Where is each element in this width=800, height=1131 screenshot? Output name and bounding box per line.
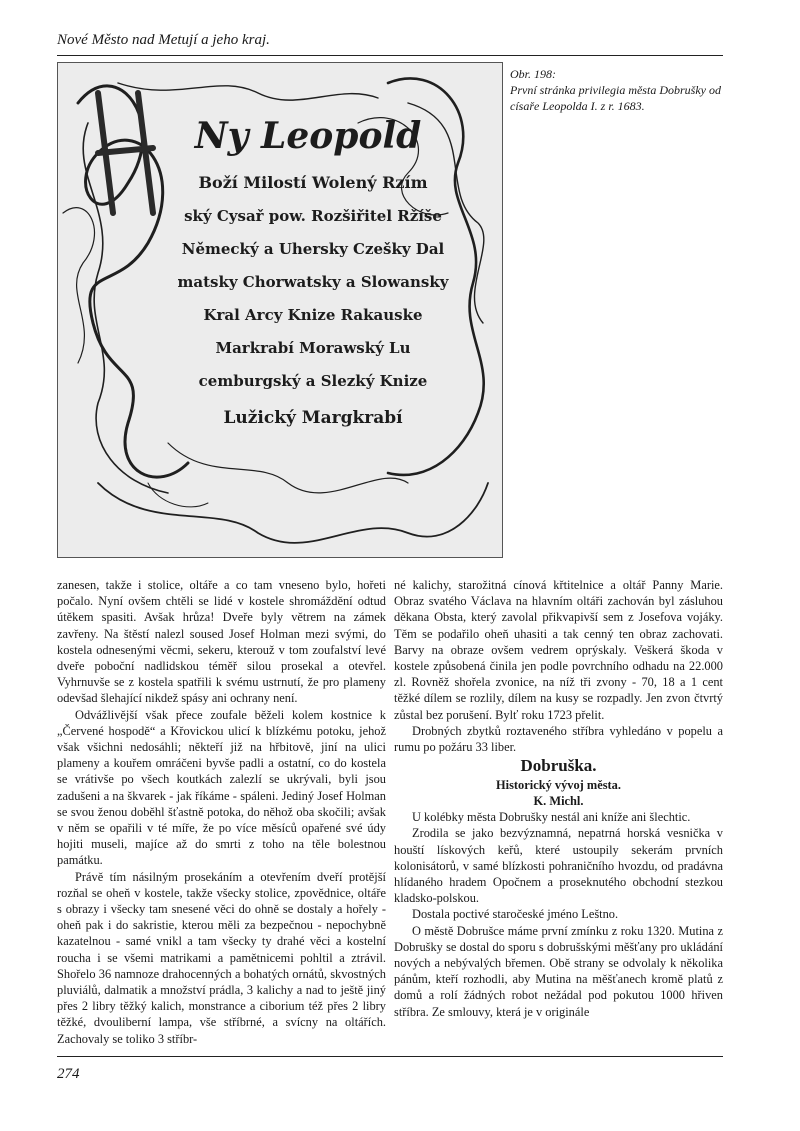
header-rule bbox=[57, 55, 723, 56]
manuscript-line-2: Boží Milostí Wolený Rzím bbox=[198, 173, 428, 192]
manuscript-illustration bbox=[58, 63, 502, 557]
section-subtitle: Historický vývoj města. bbox=[496, 778, 621, 793]
right-paragraph-1: né kalichy, starožitná cínová křtitelnice a oltář Panny Marie. Obraz svatého Václava na hlavním oltáři zachován byl zásluhou děkana Obsta, který zavolal přikvapivší sem z Josefova vojáky. Těm se podařilo oheň uhasiti a tak cenný ten obraz zachovati. Barvy na obraze ovšem vedrem oprýskaly. Veškerá škoda v kostele způsobená činila jen podle povrchního odhadu na 22.000 zl. Rovněž shořela zvonice, na níž tři zvony - 70, 18 a 1 cent těžké dílem se rozlily, dílem na kusy se rozpadly. Jen zvon čtvrtý zůstal bez porušení. Bylť roku 1723 přelit. bbox=[394, 578, 723, 722]
manuscript-figure bbox=[57, 62, 503, 558]
figure-caption-number: Obr. 198: bbox=[510, 67, 557, 81]
manuscript-line-8: cemburgský a Slezký Knize bbox=[198, 372, 428, 390]
left-paragraph-2: Odvážlivější však přece zoufale běželi kolem kostnice k „Červené hospodě“ a Křovickou ulicí k blízkému potoku, jehož však všichni nedosáhli; někteří již na hřbitově, jiní na ulici plameny a kouřem omráčeni byvše padli a ostatní, co do kostela se vrátivše po všech koutkách zalezlí se ukrývali, byli jsou zadušeni a na škvarek - jak říkáme - spáleni. Jediný Josef Holman se svou ženou doběhl šťastně potoka, do něhož oba skočili; avšak v něm se opařili v té míře, že po více měsíců opařené své údy hojiti museli, majíce až do smrti z toho na těle bolestnou památku. bbox=[57, 707, 386, 868]
section-paragraph-2: Zrodila se jako bezvýznamná, nepatrná horská vesnička v houští lískových keřů, které ustoupily sekerám prvních kolonisátorů, v samé blízkosti pohraničního hvozdu, od pradávna hlídaného hradem Opočnem a proseknutého obchodní stezkou kladsko-polskou. bbox=[394, 826, 723, 906]
manuscript-line-5: matsky Chorwatsky a Slowansky bbox=[177, 273, 449, 291]
left-text-column bbox=[57, 577, 386, 1047]
manuscript-line-3: ský Cysař pow. Rozšiřitel Ržíše bbox=[184, 207, 442, 225]
manuscript-line-1: Ny Leopold bbox=[194, 115, 422, 157]
section-title: Dobruška. bbox=[520, 756, 597, 776]
right-paragraph-2: Drobných zbytků roztaveného stříbra vyhledáno v popelu a rumu po požáru 33 liber. bbox=[394, 723, 723, 755]
left-paragraph-3: Právě tím násilným prosekáním a otevřením dveří protější rozňal se oheň v kostele, takže všecky stolice, zpovědnice, oltáře s obrazy i všecky tam snesené věci do ohně se dostaly a hořely - oheň pak i do sakristie, kterou měli za bezpečnou - nepochybně kazatelnou - samé vnikl a tam všecky ty drahé věci a kostelní roucha i se všemi matrikami a pamětnicemi pohltil a ztrávil. Shořelo 36 namnoze drahocenných a bohatých ornátů, skvostných pluviálů, dalmatik a množství prádla, 3 kalichy a nad to ještě jiný přes 2 libry těžký kalich, monstrance a ciborium též přes 2 libry těžké, dvouliberní lampa, vše stříbrné, a svícny na oltářích. Zachovaly se toliko 3 stříbr- bbox=[57, 869, 386, 1046]
section-author: K. Michl. bbox=[533, 794, 584, 809]
footer-rule bbox=[57, 1056, 723, 1057]
running-header: Nové Město nad Metují a jeho kraj. bbox=[57, 32, 270, 48]
page-number: 274 bbox=[57, 1066, 80, 1082]
manuscript-line-4: Německý a Uhersky Czešky Dal bbox=[181, 240, 445, 258]
manuscript-line-9: Lužický Margkrabí bbox=[223, 408, 403, 428]
left-paragraph-1: zanesen, takže i stolice, oltáře a co tam vneseno bylo, hořeti počalo. Nyní ovšem chtěli se lidé v kostele shromáždění odtud útěkem spasiti. Avšak hrůza! Dveře byly větrem na zámek zavřeny. Na štěstí nalezl soused Josef Holman mezi svými, do kostela odnesenými věcmi, sekeru, kterouž v tom zoufalství levé dveře poboční nadlidskou téměř silou prosekal a otevřel. Vyhrnuvše se z kostela spatřili k svému ustrnutí, že pro plameny odevšad šlehající nikdež spásy ani ochrany není. bbox=[57, 578, 386, 706]
figure-caption bbox=[510, 66, 725, 114]
manuscript-line-6: Kral Arcy Knize Rakauske bbox=[203, 306, 423, 324]
manuscript-line-7: Markrabí Morawský Lu bbox=[215, 339, 411, 357]
section-paragraph-3: Dostala poctivé staročeské jméno Leštno. bbox=[412, 907, 619, 922]
figure-caption-text: První stránka privilegia města Dobrušky od císaře Leopolda I. z r. 1683. bbox=[510, 83, 721, 113]
section-paragraph-1: U kolébky města Dobrušky nestál ani kníže ani šlechtic. bbox=[412, 810, 691, 825]
section-paragraph-4: O městě Dobrušce máme první zmínku z roku 1320. Mutina z Dobrušky se dostal do sporu s dobrušskými měšťany pro ukládání nových a nebývalých břemen. Obě strany se odvolaly k několika pánům, kteří rozhodli, aby Mutina na měšťanech kromě platů z domů a rolí žádných robot nežádal pod pokutou 1000 hřiven stříbra. Ze smlouvy, která je v originále bbox=[394, 923, 723, 1019]
right-text-column bbox=[394, 577, 723, 1020]
